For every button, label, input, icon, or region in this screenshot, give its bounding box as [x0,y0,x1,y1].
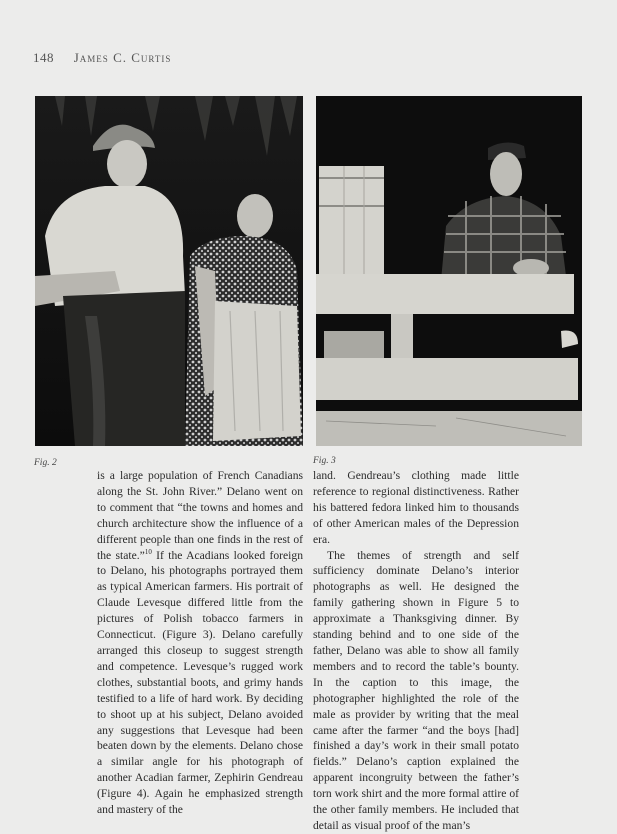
running-head-author: James C. Curtis [73,50,172,65]
figure-3-label: Fig. 3 [313,456,336,466]
body-text-left-column [97,468,303,818]
paragraph: The themes of strength and self sufficiency dominate Delano’s interior photographs as well. He designed the family gathering shown in Figure 5 to approximate a Thanksgiving dinner. By standing behind and to one side of the father, Delano was able to show all family members and to record the table’s bounty. In the caption to this image, the photographer highlighted the role of the male as provider by writing that the meal came after the farmer “and the boys [had] finished a day’s work in their small potato fields.” Delano’s caption explained the apparent incongruity between the father’s torn work shirt and the more formal attire of the other family members. He included that detail as visual proof of the man’s [313,548,519,832]
running-head [33,50,171,66]
footnote-marker: 10 [144,547,152,556]
page-number: 148 [33,50,54,65]
paragraph: land. Gendreau’s clothing made little reference to regional distinctiveness. Rather his battered fedora linked him to thousands of other American males of the Depression era. [313,469,519,546]
figure-2-label: Fig. 2 [34,458,57,468]
figure-3-image [316,96,582,446]
figure-2-photo [35,96,303,446]
figure-3-photo [316,96,582,446]
body-text-right-column [313,468,519,834]
paragraph: is a large population of French Canadians along the St. John River.” Delano went on to comment that “the towns and homes and church architecture show the influence of a different people than one finds in the rest of the state.”$^{10}$ If the Acadians looked foreign to Delano, his photographs portrayed them as typical American farmers. His portrait of Claude Levesque differed little from the pictures of Polish tobacco farmers in Connecticut. (Figure 3). Delano carefully arranged this closeup to suggest strength and competence. Levesque’s rugged work clothes, substantial boots, and grimy hands testified to a life of hard work. By deciding to shoot up at his subject, Delano avoided any suggestions that Levesque had been beaten down by the elements. Delano chose a similar angle for his photograph of another Acadian farmer, Zephirin Gendreau (Figure 4). Again he emphasized strength and mastery of the [97,469,303,817]
figure-2-image [35,96,303,446]
